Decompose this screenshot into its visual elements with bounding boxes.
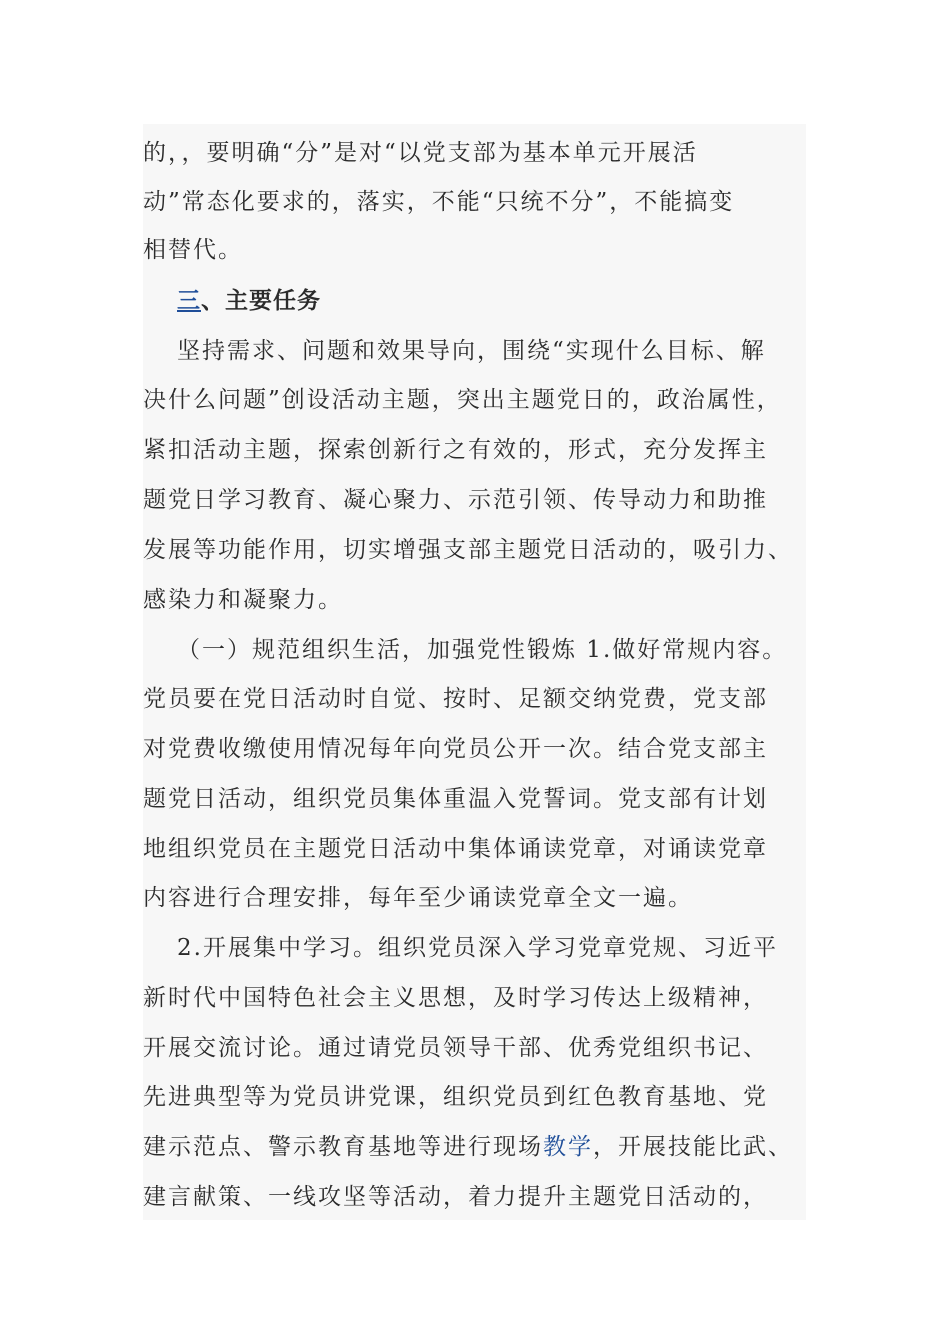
paragraph-line: 动”常态化要求的，落实，不能“只统不分”，不能搞变 — [143, 189, 735, 215]
paragraph-line: 坚持需求、问题和效果导向，围绕“实现什么目标、解 — [177, 338, 766, 364]
paragraph-line — [143, 1132, 793, 1162]
paragraph-line: 2.开展集中学习。组织党员深入学习党章党规、习近平 — [177, 935, 778, 961]
line-text-before-link: 建示范点、警示教育基地等进行现场 — [143, 1134, 543, 1160]
paragraph-line: 内容进行合理安排，每年至少诵读党章全文一遍。 — [143, 885, 693, 911]
teaching-link[interactable]: 教学 — [543, 1134, 593, 1160]
paragraph-line: 先进典型等为党员讲党课，组织党员到红色教育基地、党 — [143, 1084, 768, 1110]
paragraph-line: 建言献策、一线攻坚等活动，着力提升主题党日活动的， — [143, 1184, 768, 1210]
paragraph-line: 题党日学习教育、凝心聚力、示范引领、传导动力和助推 — [143, 487, 768, 513]
paragraph-line: 相替代。 — [143, 237, 243, 263]
paragraph-line: 决什么问题”创设活动主题，突出主题党日的，政治属性， — [143, 387, 782, 413]
paragraph-line: 感染力和凝聚力。 — [143, 587, 343, 613]
paragraph-line: 对党费收缴使用情况每年向党员公开一次。结合党支部主 — [143, 736, 768, 762]
section-heading-text: 、主要任务 — [201, 288, 321, 314]
paragraph-line: 紧扣活动主题，探索创新行之有效的，形式，充分发挥主 — [143, 437, 768, 463]
paragraph-line: 新时代中国特色社会主义思想，及时学习传达上级精神， — [143, 985, 768, 1011]
section-heading-number[interactable]: 三 — [177, 288, 201, 314]
paragraph-line: 发展等功能作用，切实增强支部主题党日活动的，吸引力、 — [143, 537, 793, 563]
paragraph-line: 的，，要明确“分”是对“以党支部为基本单元开展活 — [143, 140, 698, 166]
section-heading — [177, 286, 321, 316]
paragraph-line: 题党日活动，组织党员集体重温入党誓词。党支部有计划 — [143, 786, 768, 812]
paragraph-line: （一）规范组织生活，加强党性锻炼 1.做好常规内容。 — [177, 637, 788, 663]
document-body — [143, 124, 806, 1220]
paragraph-line: 地组织党员在主题党日活动中集体诵读党章，对诵读党章 — [143, 836, 768, 862]
paragraph-line: 开展交流讨论。通过请党员领导干部、优秀党组织书记、 — [143, 1035, 768, 1061]
line-text-after-link: ，开展技能比武、 — [593, 1134, 793, 1160]
paragraph-line: 党员要在党日活动时自觉、按时、足额交纳党费，党支部 — [143, 686, 768, 712]
